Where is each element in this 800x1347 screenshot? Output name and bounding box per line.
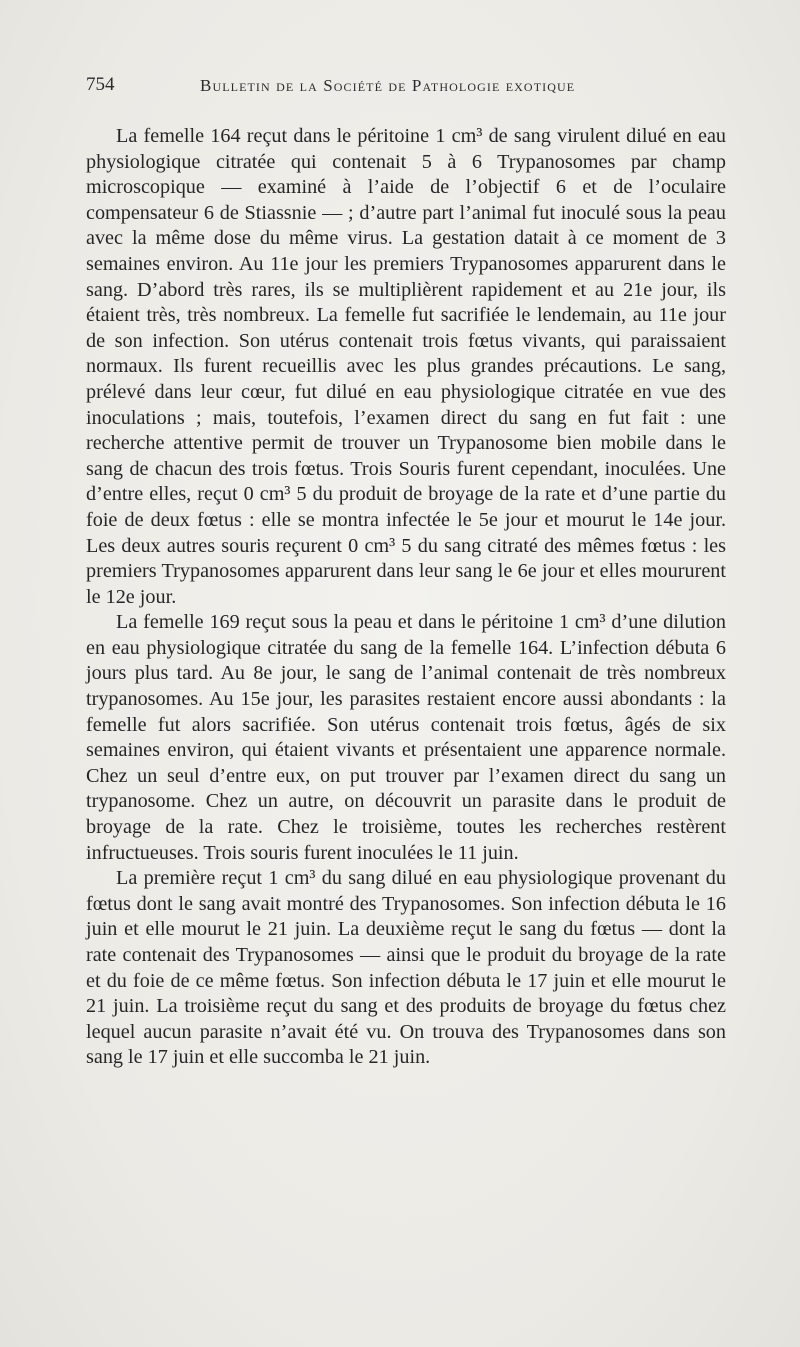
running-title: Bulletin de la Société de Pathologie exotique <box>200 76 576 95</box>
page-number: 754 <box>86 74 115 95</box>
body-text <box>86 124 726 1071</box>
paragraph: La femelle 164 reçut dans le péritoine 1 cm³ de sang virulent dilué en eau physiologique citratée qui contenait 5 à 6 Trypanosomes par champ microscopique — examiné à l’aide de l’objectif 6 et de l’oculaire compensateur 6 de Stiassnie — ; d’autre part l’animal fut inoculé sous la peau avec la même dose du même virus. La gestation datait à ce moment de 3 semaines environ. Au 11e jour les premiers Trypanosomes apparurent dans le sang. D’abord très rares, ils se multiplièrent rapidement et au 21e jour, ils étaient très, très nombreux. La femelle fut sacrifiée le lendemain, au 11e jour de son infection. Son utérus contenait trois fœtus vivants, qui paraissaient normaux. Ils furent recueillis avec les plus grandes précautions. Le sang, prélevé dans leur cœur, fut dilué en eau physiologique citratée en vue des inoculations ; mais, toutefois, l’examen direct du sang en fut fait : une recherche attentive permit de trouver un Trypanosome bien mobile dans le sang de chacun des trois fœtus. Trois Souris furent cependant, inoculées. Une d’entre elles, reçut 0 cm³ 5 du produit de broyage de la rate et d’une partie du foie de deux fœtus : elle se montra infectée le 5e jour et mourut le 14e jour. Les deux autres souris reçurent 0 cm³ 5 du sang citraté des mêmes fœtus : les premiers Trypanosomes apparurent dans leur sang le 6e jour et elles moururent le 12e jour. <box>86 125 726 608</box>
paragraph: La femelle 169 reçut sous la peau et dans le péritoine 1 cm³ d’une dilution en eau physiologique citratée du sang de la femelle 164. L’infection débuta 6 jours plus tard. Au 8e jour, le sang de l’animal contenait de très nombreux trypanosomes. Au 15e jour, les parasites restaient encore aussi abondants : la femelle fut alors sacrifiée. Son utérus contenait trois fœtus, âgés de six semaines environ, qui étaient vivants et présentaient une apparence normale. Chez un seul d’entre eux, on put trouver par l’examen direct du sang un trypanosome. Chez un autre, on découvrit un parasite dans le produit de broyage de la rate. Chez le troisième, toutes les recherches restèrent infructueuses. Trois souris furent inoculées le 11 juin. <box>86 611 726 864</box>
page-header <box>86 74 726 102</box>
paragraph: La première reçut 1 cm³ du sang dilué en eau physiologique provenant du fœtus dont le sang avait montré des Trypanosomes. Son infection débuta le 16 juin et elle mourut le 21 juin. La deuxième reçut le sang du fœtus — dont la rate contenait des Trypanosomes — ainsi que le produit du broyage de la rate et du foie de ce même fœtus. Son infection débuta le 17 juin et elle mourut le 21 juin. La troisième reçut du sang et des produits de broyage du fœtus chez lequel aucun parasite n’avait été vu. On trouva des Trypanosomes dans son sang le 17 juin et elle succomba le 21 juin. <box>86 867 726 1069</box>
